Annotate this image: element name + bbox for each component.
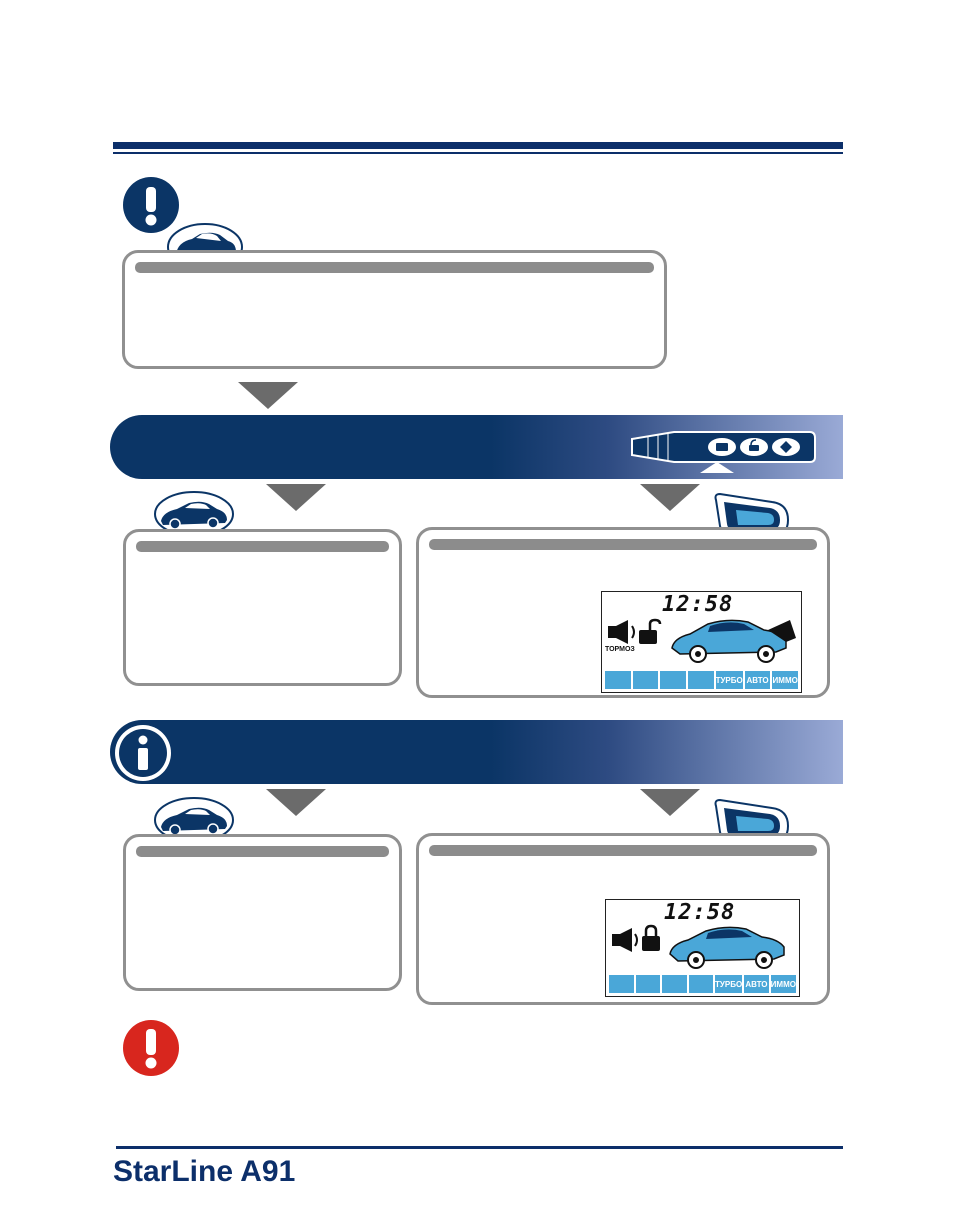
immo-label: ИММО — [771, 975, 796, 993]
wrench-icon — [689, 975, 714, 993]
flow-arrow — [238, 382, 298, 409]
fan-icon — [633, 671, 659, 689]
engine-key-icon — [662, 975, 687, 993]
car-icon-lcd — [666, 922, 796, 972]
info-icon — [113, 723, 173, 783]
flow-arrow-right — [640, 789, 700, 816]
flow-arrow-left — [266, 789, 326, 816]
flow-arrow-right — [640, 484, 700, 511]
fan-icon — [636, 975, 661, 993]
brand-name: StarLine A91 — [113, 1155, 296, 1188]
brake-label: ТОРМОЗ — [605, 646, 635, 653]
engine-key-icon — [660, 671, 686, 689]
header-rule-thin — [113, 152, 843, 154]
car-status-box — [123, 834, 402, 991]
lcd-time: 12:58 — [662, 592, 734, 617]
flow-arrow-left — [266, 484, 326, 511]
lcd-display — [601, 591, 802, 693]
siren-icon — [610, 926, 640, 956]
turbo-label: ТУРБО — [716, 671, 743, 689]
lcd-icon-strip — [605, 671, 798, 689]
lcd-display — [605, 899, 800, 997]
wrench-icon — [688, 671, 714, 689]
unlock-icon — [636, 618, 662, 646]
clock-icon — [605, 671, 631, 689]
auto-label: АВТО — [744, 975, 769, 993]
key-fob-icon — [630, 421, 816, 477]
immo-label: ИММО — [772, 671, 798, 689]
turbo-label: ТУРБО — [715, 975, 742, 993]
auto-label: АВТО — [745, 671, 771, 689]
lcd-icon-strip — [609, 975, 796, 993]
car-action-box — [122, 250, 667, 369]
footer-rule — [116, 1146, 843, 1149]
header-rule-thick — [113, 142, 843, 149]
warning-icon — [122, 1019, 180, 1077]
car-status-box — [123, 529, 402, 686]
car-door-open-icon — [668, 614, 800, 666]
clock-icon — [609, 975, 634, 993]
lock-icon — [639, 924, 663, 954]
info-band — [110, 720, 843, 784]
lcd-time: 12:58 — [664, 900, 736, 925]
